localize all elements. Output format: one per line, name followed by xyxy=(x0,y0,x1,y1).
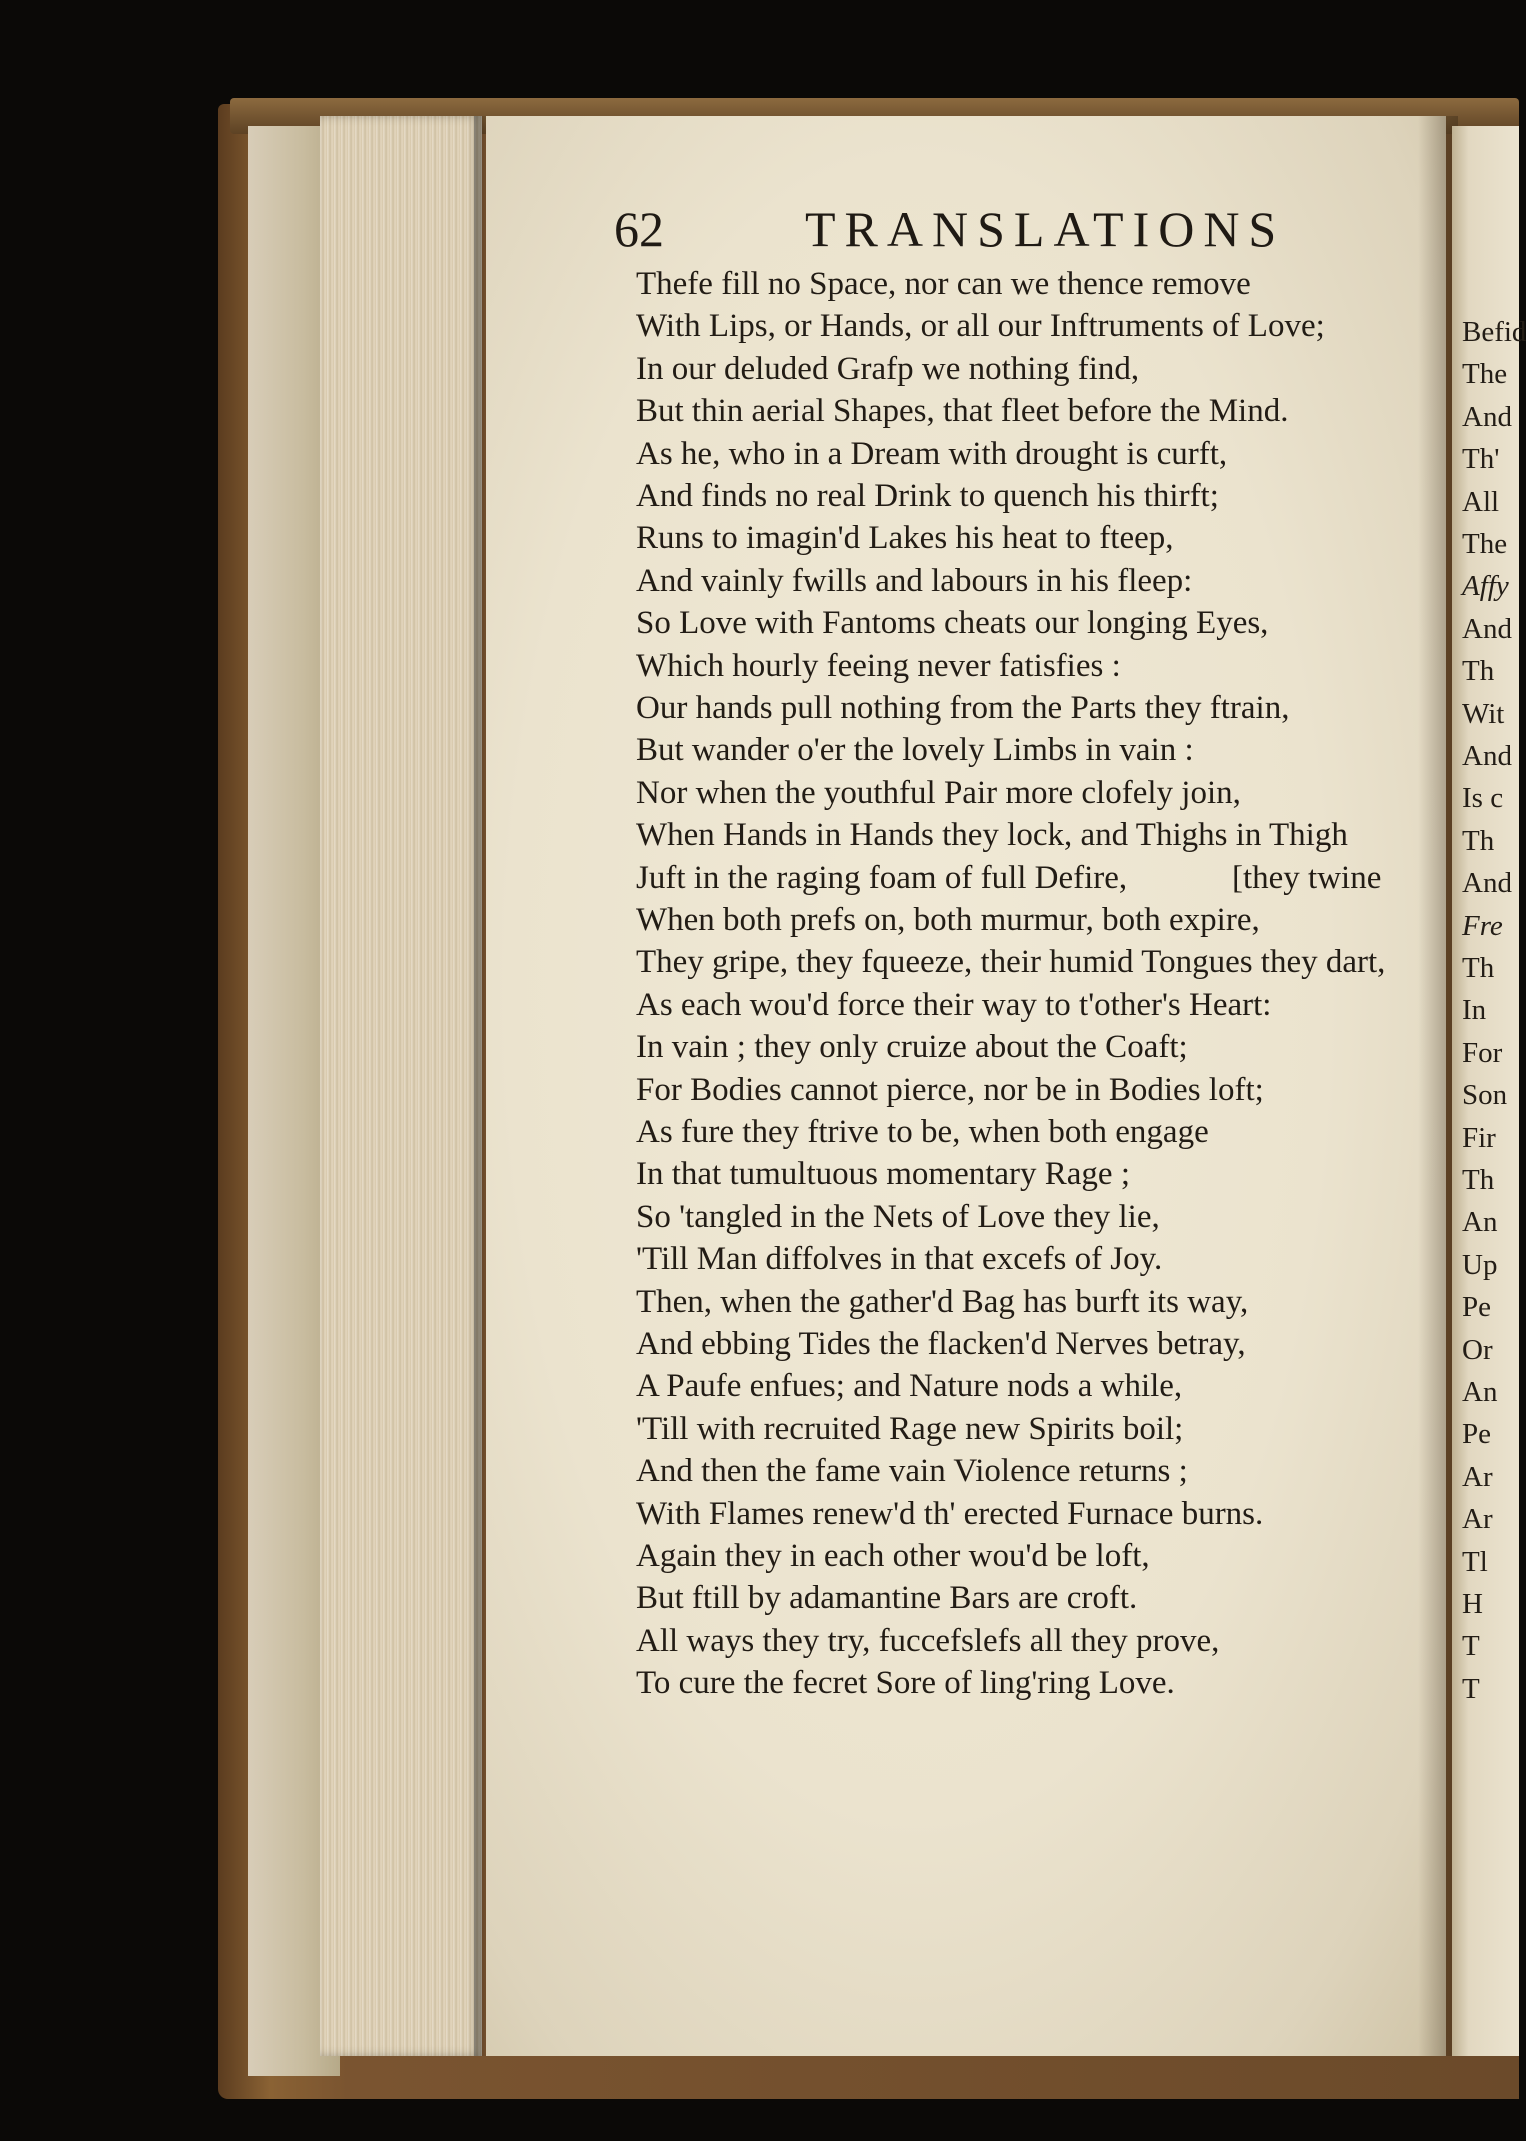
verse-line: As he, who in a Dream with drought is curft, xyxy=(636,435,1228,472)
verse-line: But ftill by adamantine Bars are croft. xyxy=(636,1580,1138,1617)
verse-line: And finds no real Drink to quench his thirft; xyxy=(636,478,1219,514)
facing-line-fragment: Pe xyxy=(1462,1291,1491,1324)
verse-line: 'Till with recruited Rage new Spirits boil; xyxy=(636,1410,1184,1447)
verse-line: When Hands in Hands they lock, and Thighs in Thigh xyxy=(636,817,1348,854)
verse-line: 'Till Man diffolves in that excefs of Joy. xyxy=(636,1241,1163,1278)
facing-line-fragment: T xyxy=(1462,1672,1480,1705)
facing-line-fragment: And xyxy=(1462,400,1512,433)
facing-line-fragment: For xyxy=(1462,1036,1503,1069)
facing-line-fragment: Fre xyxy=(1462,909,1503,942)
verse-line: Which hourly feeing never fatisfies : xyxy=(636,647,1121,684)
facing-line-fragment: Th xyxy=(1462,952,1495,984)
verse-line: Runs to imagin'd Lakes his heat to fteep, xyxy=(636,520,1174,557)
facing-line-fragment: Up xyxy=(1462,1248,1498,1281)
facing-line-fragment: Affy xyxy=(1462,570,1509,603)
facing-line-fragment: Son xyxy=(1462,1079,1508,1112)
facing-line-fragment: Th xyxy=(1462,824,1495,857)
verse-line: In vain ; they only cruize about the Coaft; xyxy=(636,1029,1188,1066)
verse-line: Nor when the youthful Pair more clofely join, xyxy=(636,774,1241,811)
facing-line-fragment: All xyxy=(1462,485,1500,518)
facing-line-fragment: Th xyxy=(1462,1164,1495,1196)
facing-line-fragment: And xyxy=(1462,612,1512,645)
verse-line: To cure the fecret Sore of ling'ring Love. xyxy=(636,1665,1175,1702)
facing-line-fragment: Ar xyxy=(1462,1503,1493,1536)
verse-line: Thefe fill no Space, nor can we thence remove xyxy=(636,266,1251,302)
page-stack-edges xyxy=(320,116,482,2056)
facing-line-fragment: Or xyxy=(1462,1333,1493,1366)
facing-line-fragment: And xyxy=(1462,867,1512,900)
facing-line-fragment: The xyxy=(1462,358,1508,391)
verse-line: But wander o'er the lovely Limbs in vain : xyxy=(636,732,1194,769)
facing-line-fragment: In xyxy=(1462,994,1487,1027)
verse-line: And then the fame vain Violence returns ; xyxy=(636,1453,1188,1490)
verse-line: When both prefs on, both murmur, both expire, xyxy=(636,902,1260,938)
facing-line-fragment: Is c xyxy=(1462,782,1504,815)
verse-line: They gripe, they fqueeze, their humid Tongues they dart, xyxy=(636,944,1386,981)
verse-line: And ebbing Tides the flacken'd Nerves betray, xyxy=(636,1326,1246,1362)
facing-line-fragment: An xyxy=(1462,1376,1498,1408)
facing-line-fragment: H xyxy=(1462,1588,1483,1620)
facing-line-fragment: Wit xyxy=(1462,697,1505,730)
facing-line-fragment: An xyxy=(1462,1206,1498,1239)
verse-line: But thin aerial Shapes, that fleet before the Mind. xyxy=(636,393,1289,430)
verse-line: In our deluded Grafp we nothing find, xyxy=(636,350,1140,387)
verse-line: Juft in the raging foam of full Defire, xyxy=(636,859,1128,896)
verse-line: As each wou'd force their way to t'other's Heart: xyxy=(636,986,1272,1023)
facing-line-fragment: Pe xyxy=(1462,1418,1491,1451)
facing-line-fragment: Befid xyxy=(1462,316,1526,348)
verse-line: For Bodies cannot pierce, nor be in Bodies loft; xyxy=(636,1071,1264,1108)
page-number: 62 xyxy=(614,201,664,257)
verse-line: And vainly fwills and labours in his fleep: xyxy=(636,562,1193,599)
verse-line: Our hands pull nothing from the Parts they ftrain, xyxy=(636,690,1290,726)
running-head: TRANSLATIONS xyxy=(805,201,1286,257)
facing-line-fragment: Fir xyxy=(1462,1121,1496,1154)
verse-line: So Love with Fantoms cheats our longing Eyes, xyxy=(636,605,1269,642)
verse-line: In that tumultuous momentary Rage ; xyxy=(636,1156,1131,1193)
facing-line-fragment: And xyxy=(1462,740,1512,772)
verse-line: With Lips, or Hands, or all our Inftruments of Love; xyxy=(636,308,1325,345)
verse-line: So 'tangled in the Nets of Love they lie, xyxy=(636,1198,1160,1235)
verse-line: As fure they ftrive to be, when both engage xyxy=(636,1114,1209,1150)
facing-line-fragment: T xyxy=(1462,1630,1480,1663)
verse-line: All ways they try, fuccefslefs all they prove, xyxy=(636,1622,1220,1659)
facing-line-fragment: The xyxy=(1462,528,1508,560)
facing-line-fragment: Tl xyxy=(1462,1545,1488,1578)
facing-line-fragment: Th' xyxy=(1462,443,1500,476)
verse-line: Again they in each other wou'd be loft, xyxy=(636,1538,1150,1574)
verse-line: A Paufe enfues; and Nature nods a while, xyxy=(636,1368,1183,1405)
verse-line: With Flames renew'd th' erected Furnace burns. xyxy=(636,1495,1264,1532)
verse-line: Then, when the gather'd Bag has burft its way, xyxy=(636,1283,1249,1320)
facing-line-fragment: Ar xyxy=(1462,1460,1493,1493)
verse-turnover: [they twine xyxy=(1232,859,1382,896)
facing-line-fragment: Th xyxy=(1462,655,1495,688)
